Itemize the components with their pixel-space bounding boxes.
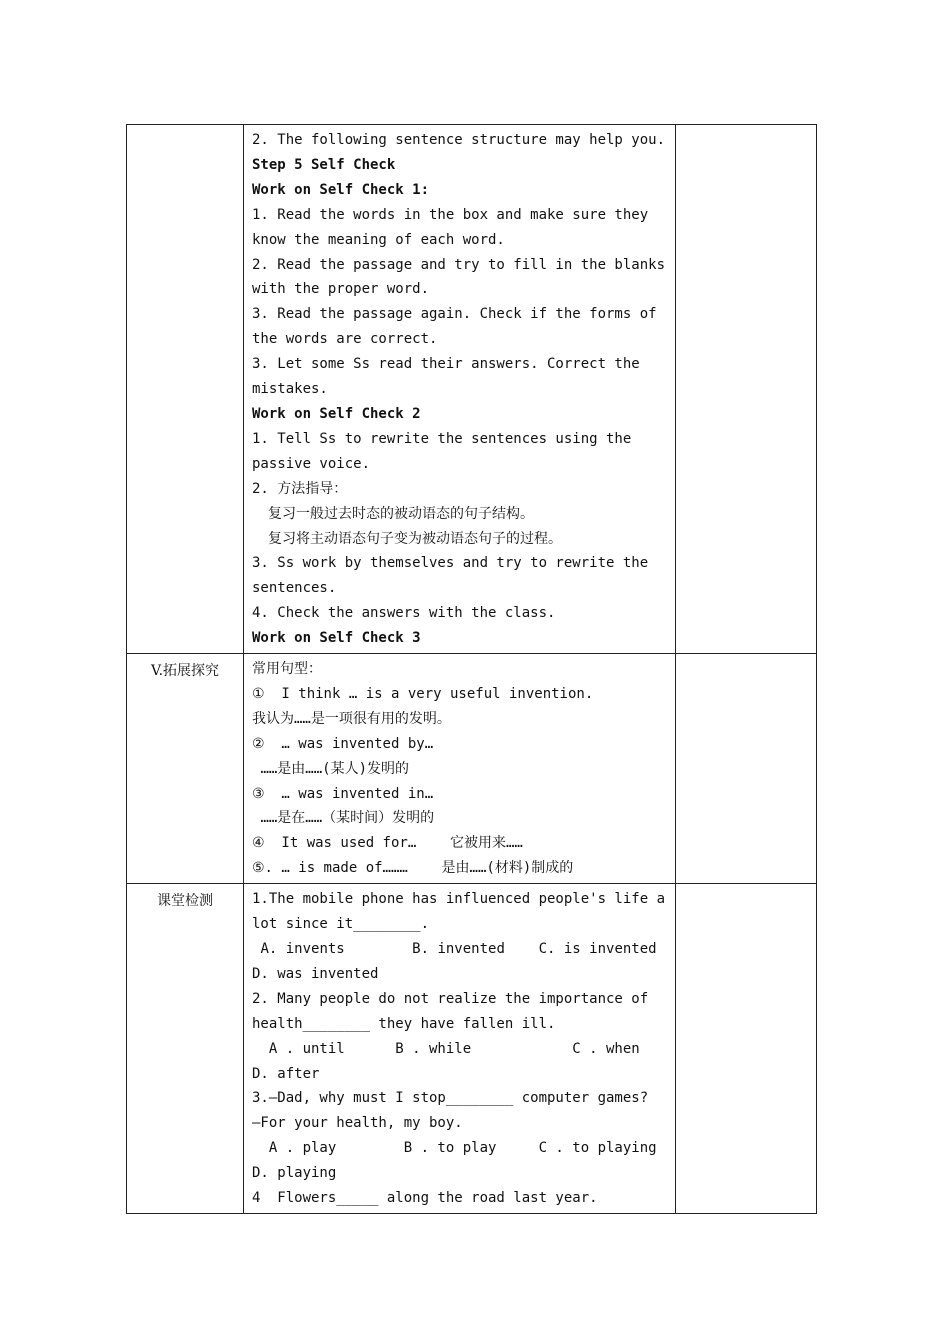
content-line: health________ they have fallen ill.	[252, 1015, 556, 1032]
content-line: 1.The mobile phone has influenced people's life a	[252, 891, 666, 908]
content-line: ……是由……(某人)发明的	[252, 760, 410, 777]
content-line: 3. Ss work by themselves and try to rewrite the	[252, 555, 649, 572]
content-line: 4 Flowers_____ along the road last year.	[252, 1190, 598, 1207]
section-label	[127, 125, 244, 654]
content-line: 3. Read the passage again. Check if the forms of	[252, 306, 657, 323]
content-line: Work on Self Check 1:	[252, 181, 430, 198]
content-line: ① I think … is a very useful invention.	[252, 685, 594, 702]
content-line: ④ It was used for… 它被用来……	[252, 835, 523, 852]
content-line: Step 5 Self Check	[252, 156, 396, 173]
notes-cell	[676, 654, 817, 884]
content-line: A. invents B. invented C. is invented	[252, 941, 657, 957]
content-line: 1. Read the words in the box and make sure they	[252, 206, 649, 223]
section-content	[244, 654, 676, 884]
content-line: 复习将主动语态句子变为被动语态句子的过程。	[268, 530, 562, 547]
content-line: D. was invented	[252, 965, 379, 982]
content-line: Work on Self Check 2	[252, 405, 421, 422]
content-line: D. playing	[252, 1165, 337, 1182]
content-line: Work on Self Check 3	[252, 630, 421, 647]
section-content	[244, 884, 676, 1214]
notes-cell	[676, 884, 817, 1214]
content-line: know the meaning of each word.	[252, 231, 505, 248]
content-line: 1. Tell Ss to rewrite the sentences using the	[252, 430, 632, 447]
row-extension	[127, 654, 817, 884]
table-body	[127, 125, 817, 1214]
row-self-check	[127, 125, 817, 654]
content-line: lot since it________.	[252, 916, 430, 933]
content-line: 我认为……是一项很有用的发明。	[252, 710, 451, 727]
content-line: 2. Read the passage and try to fill in the blanks	[252, 256, 666, 273]
content-line: 常用句型：	[252, 661, 322, 678]
content-line: D. after	[252, 1065, 320, 1082]
content-line: 2. The following sentence structure may help you.	[252, 132, 666, 148]
content-line: mistakes.	[252, 381, 328, 398]
content-line: ……是在……（某时间）发明的	[252, 810, 435, 827]
section-label: V.拓展探究	[127, 654, 244, 884]
content-line: A . until B . while C . when	[252, 1040, 640, 1057]
content-line: with the proper word.	[252, 281, 430, 298]
content-line: passive voice.	[252, 455, 371, 472]
content-line: 3.—Dad, why must I stop________ computer games?	[252, 1090, 649, 1107]
notes-cell	[676, 125, 817, 654]
row-class-test	[127, 884, 817, 1214]
content-line: the words are correct.	[252, 331, 438, 348]
content-line: ⑤. … is made of……… 是由……(材料)制成的	[252, 860, 574, 877]
content-line: ③ … was invented in…	[252, 785, 434, 802]
content-line: 2. 方法指导：	[252, 480, 348, 497]
section-label: 课堂检测	[127, 884, 244, 1214]
content-line: 2. Many people do not realize the importance of	[252, 990, 649, 1007]
content-line: A . play B . to play C . to playing	[252, 1140, 657, 1157]
content-line: 复习一般过去时态的被动语态的句子结构。	[268, 505, 534, 522]
section-content	[244, 125, 676, 654]
content-line: 4. Check the answers with the class.	[252, 605, 556, 622]
content-line: sentences.	[252, 580, 337, 597]
lesson-plan-table	[126, 124, 817, 1214]
content-line: 3. Let some Ss read their answers. Correct the	[252, 356, 640, 373]
content-line: ② … was invented by…	[252, 735, 434, 752]
content-line: —For your health, my boy.	[252, 1115, 463, 1132]
